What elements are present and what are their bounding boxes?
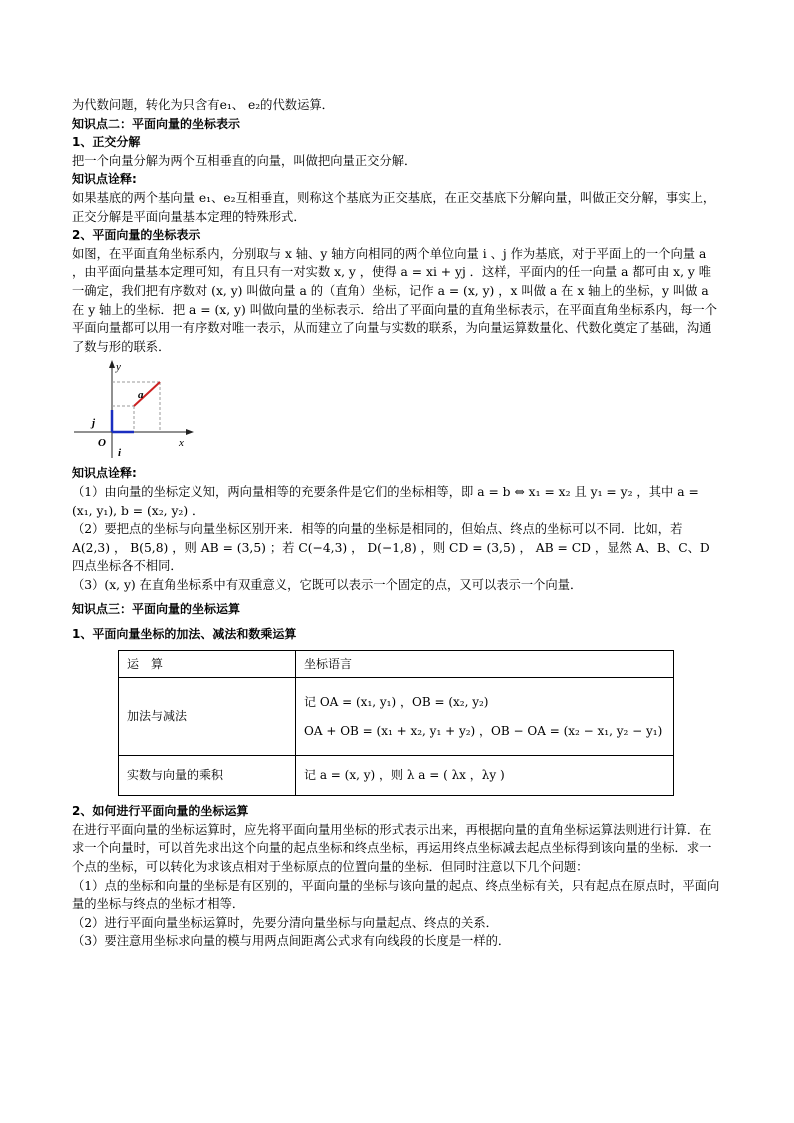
table-header-row: [119, 650, 674, 678]
subsection-heading: 1、平面向量坐标的加法、减法和数乘运算: [72, 627, 297, 642]
note-heading: 知识点诠释:: [72, 466, 137, 481]
paragraph: 在进行平面向量的坐标运算时，应先将平面向量用坐标的形式表示出来，再根据向量的直角坐标运算法则进行计算．在求一个向量时，可以首先求出这个向量的起点坐标和终点坐标，再运用终点坐标减去起点坐标得到该向量的坐标．求一个点的坐标，可以转化为求该点相对于坐标原点的位置向量的坐标．但同时注意以下几个问题：: [72, 822, 712, 875]
coordinate-figure: [72, 360, 202, 460]
formula-line: OA + OB = (x₁ + x₂, y₁ + y₂) ，OB − OA = (x₂ − x₁, y₂ − y₁): [304, 723, 663, 738]
table-row: [119, 678, 674, 756]
x-axis-label: x: [179, 437, 184, 450]
paragraph: （2）要把点的坐标与向量坐标区别开来．相等的向量的坐标是相同的，但始点、终点的坐标可以不同．比如，若 A(2,3) ， B(5,8) ，则 AB = (3,5) ；若 C(−4,3) ， D(−1,8) ，则 CD = (3,5) ， AB = CD ，显然 A、B、C、D 四点坐标各不相同．: [72, 522, 710, 574]
paragraph: 如图，在平面直角坐标系内，分别取与 x 轴、y 轴方向相同的两个单位向量 i 、j 作为基底，对于平面上的一个向量 a ，由平面向量基本定理可知，有且只有一对实数 x, y ，使得 a = xi + yj ．这样，平面内的任一向量 a 都可由 x, y 唯一确定，我们把有序数对 (x, y) 叫做向量 a 的（直角）坐标，记作 a = (x, y) ，x 叫做 a 在 x 轴上的坐标，y 叫做 a 在 y 轴上的坐标．把 a = (x, y) 叫做向量的坐标表示．给出了平面向量的直角坐标表示，在平面直角坐标系内，每一个平面向量都可以用一有序数对唯一表示，从而建立了向量与实数的联系，为向量运算数量化、代数化奠定了基础，沟通了数与形的联系．: [72, 246, 717, 354]
paragraph: 把一个向量分解为两个互相垂直的向量，叫做把向量正交分解．: [72, 153, 417, 168]
document-body: [72, 96, 722, 951]
paragraph: （1）由向量的坐标定义知，两向量相等的充要条件是它们的坐标相等，即 a = b ⇔ x₁ = x₂ 且 y₁ = y₂ ，其中 a = (x₁, y₁), b = (x₂, y₂) ．: [72, 484, 699, 518]
y-axis-label: y: [116, 361, 121, 374]
formula-line: 记 OA = (x₁, y₁) ，OB = (x₂, y₂): [304, 695, 489, 710]
table-row: [119, 756, 674, 796]
table-header-cell: 运 算: [119, 650, 296, 678]
y-axis-arrow: [109, 360, 115, 368]
paragraph: 如果基底的两个基向量 e₁、e₂互相垂直，则称这个基底为正交基底，在正交基底下分解向量，叫做正交分解，事实上，正交分解是平面向量基本定理的特殊形式．: [72, 190, 716, 224]
vector-a-label: a: [138, 389, 144, 402]
paragraph: （3）(x, y) 在直角坐标系中有双重意义，它既可以表示一个固定的点，又可以表示一个向量．: [72, 577, 583, 592]
table-header-cell: 坐标语言: [296, 650, 674, 678]
section-heading: 知识点二：平面向量的坐标表示: [72, 116, 241, 131]
paragraph: （1）点的坐标和向量的坐标是有区别的，平面向量的坐标与该向量的起点、终点坐标有关，只有起点在原点时，平面向量的坐标与终点的坐标才相等．: [72, 878, 720, 912]
origin-label: O: [98, 437, 106, 450]
paragraph: （3）要注意用坐标求向量的模与用两点间距离公式求有向线段的长度是一样的．: [72, 934, 511, 949]
subsection-heading: 2、平面向量的坐标表示: [72, 228, 201, 243]
section-heading: 知识点三：平面向量的坐标运算: [72, 602, 241, 617]
table-cell-op: 加法与减法: [119, 678, 296, 756]
table-cell-formula: [296, 678, 674, 756]
subsection-heading: 2、如何进行平面向量的坐标运算: [72, 804, 249, 819]
subsection-heading: 1、正交分解: [72, 135, 141, 150]
paragraph: 为代数问题，转化为只含有e₁、 e₂的代数运算．: [72, 98, 334, 112]
note-heading: 知识点诠释:: [72, 172, 137, 187]
vector-i-label: i: [118, 447, 122, 460]
coordinate-operation-table: [118, 650, 674, 797]
vector-j-label: j: [92, 417, 96, 430]
paragraph: （2）进行平面向量坐标运算时，先要分清向量坐标与向量起点、终点的关系．: [72, 915, 498, 930]
table-cell-op: 实数与向量的乘积: [119, 756, 296, 796]
coordinate-diagram: [72, 360, 202, 460]
x-axis-arrow: [186, 429, 194, 435]
table-cell-formula: 记 a = (x, y) ，则 λ a = ( λx ，λy ): [296, 756, 674, 796]
